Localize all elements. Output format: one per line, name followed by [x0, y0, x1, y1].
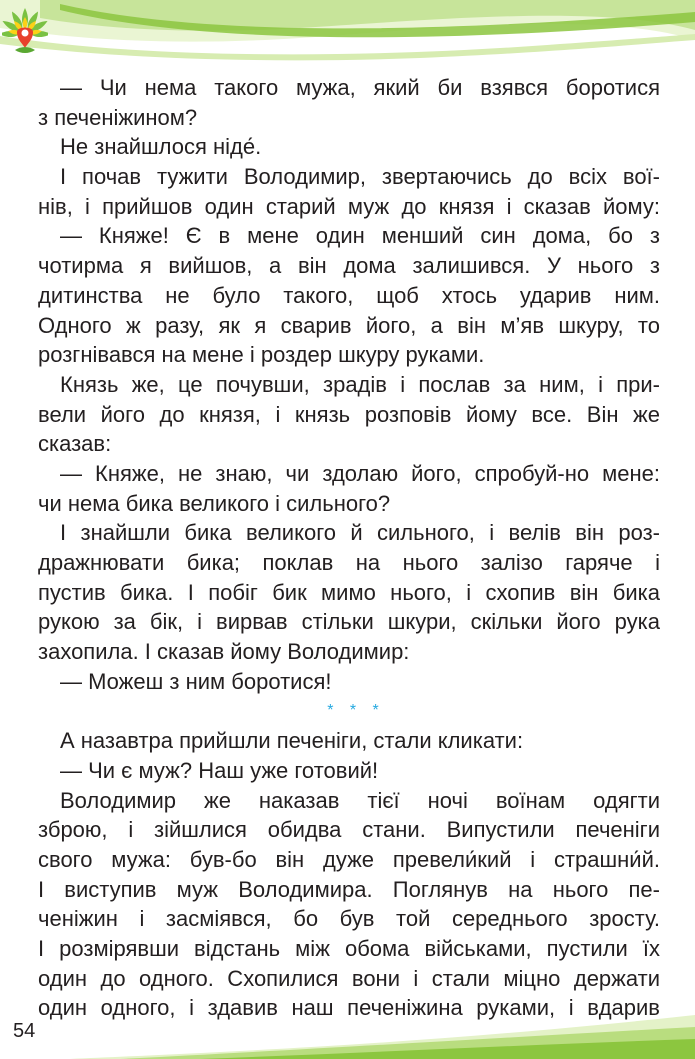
text-line: чи нема бика великого і сильного? [38, 490, 391, 516]
text-line: зброю, і зійшлися обидва стани. Випустили печеніги [38, 817, 660, 843]
text-line: — Чи є муж? Наш уже готовий! [60, 757, 379, 783]
text-line: Володимир же наказав тієї ночі воїнам одягти [60, 787, 660, 813]
text-line: — Чи нема такого мужа, який би взявся боротися [60, 75, 660, 100]
text-line: рукою за бік, і вирвав стільки шкури, скільки його рука [38, 609, 660, 635]
text-line: — Княже! Є в мене один менший син дома, бо з [60, 223, 660, 249]
text-line: ченіжин і засміявся, бо був той середнього зросту. [38, 906, 660, 932]
text-line: дитинства не було такого, щоб хтось ударив ним. [38, 282, 660, 308]
text-line: — Можеш з ним боротися! [60, 668, 332, 694]
section-separator: * * * [327, 702, 385, 720]
text-line: один до одного. Схопилися вони і стали міцно держати [38, 965, 660, 991]
text-line: Не знайшлося ніде́. [60, 134, 262, 160]
text-line: І знайшли бика великого й сильного, і велів він роз- [60, 520, 660, 546]
text-line: А назавтра прийшли печеніги, стали кликати: [60, 728, 524, 754]
text-line: розгнівався на мене і роздер шкуру руками. [38, 342, 485, 368]
text-line: нів, і прийшов один старий муж до князя і сказав йому: [38, 193, 660, 219]
text-line: Князь же, це почувши, зрадів і послав за ним, і при- [60, 371, 660, 397]
text-line: свого мужа: був-бо він дуже превели́кий і страшни́й. [38, 846, 660, 872]
story-text [38, 73, 660, 1023]
text-line: пустив бика. І побіг бик мимо нього, і схопив він бика [38, 579, 660, 605]
text-line: захопила. І сказав йому Володимир: [38, 639, 410, 665]
top-green-swoosh [0, 0, 695, 80]
text-line: І виступив муж Володимира. Поглянув на нього пе- [38, 876, 660, 902]
text-line: сказав: [38, 431, 112, 457]
text-line: чотирма я вийшов, а він дома залишився. У нього з [38, 253, 660, 279]
text-line: дражнювати бика; поклав на нього залізо гаряче і [38, 550, 660, 575]
flower-emblem-icon [2, 4, 48, 62]
text-line: — Княже, не знаю, чи здолаю його, спробуй-но мене: [60, 460, 660, 486]
text-line: І розмірявши відстань між обома військами, пустили їх [38, 935, 660, 961]
text-line: з печеніжином? [38, 104, 198, 130]
text-line: один одного, і здавив наш печеніжина руками, і вдарив [38, 995, 660, 1021]
text-line: І почав тужити Володимир, звертаючись до всіх вої- [60, 164, 660, 190]
text-line: Одного ж разу, як я сварив його, а він м’яв шкуру, то [38, 312, 660, 338]
text-line: вели його до князя, і князь розповів йому все. Він же [38, 401, 660, 427]
page-number: 54 [13, 1020, 36, 1042]
